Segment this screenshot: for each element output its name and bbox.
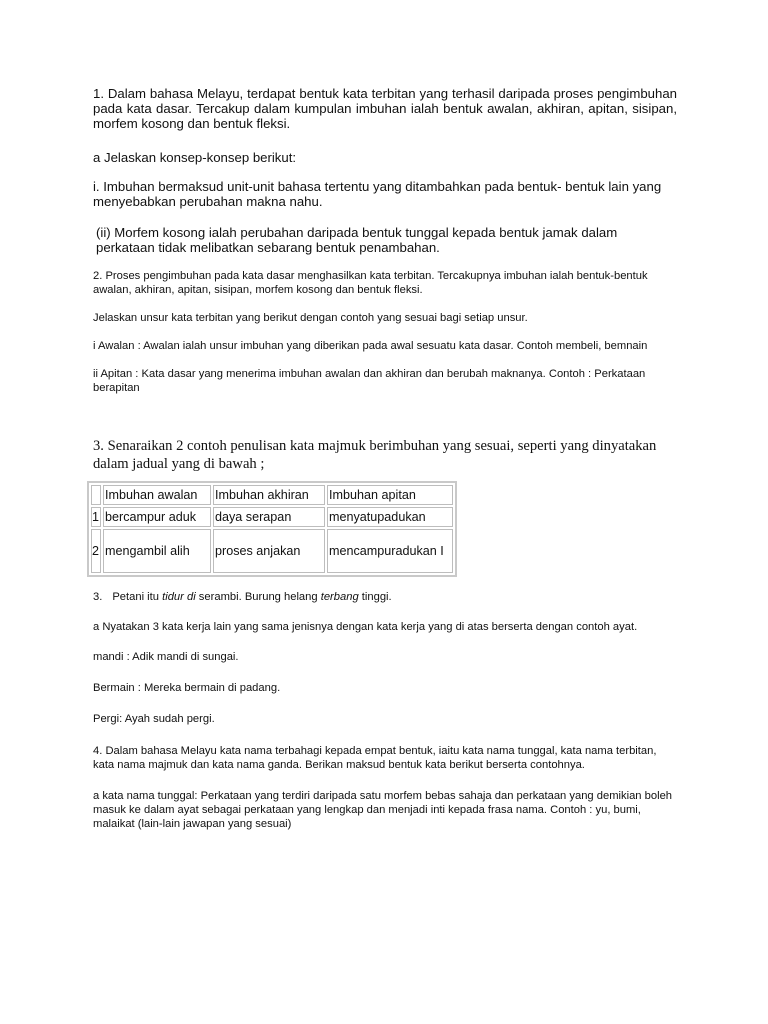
q3-intro: 3. Senaraikan 2 contoh penulisan kata majmuk berimbuhan yang sesuai, seperti yang dinyatakan dalam jadual yang di bawah ; bbox=[93, 438, 657, 472]
sentence-part: Petani itu bbox=[112, 591, 163, 603]
q2-item-i: i Awalan : Awalan ialah unsur imbuhan yang diberikan pada awal sesuatu kata dasar. Contoh membeli, bemnain bbox=[93, 340, 648, 352]
q4-part-a: a kata nama tunggal: Perkataan yang terdiri daripada satu morfem bebas sahaja dan perkataan yang demikian boleh masuk ke dalam ayat sebagai perkataan yang lengkap dan menjadi inti kepada frasa nama. Contoh : yu, bumi, malaikat (lain-lain jawapan yang sesuai) bbox=[93, 790, 673, 830]
table-cell: proses anjakan bbox=[213, 529, 325, 573]
table-header-row bbox=[91, 485, 453, 505]
table-header-cell: Imbuhan awalan bbox=[103, 485, 211, 505]
document-page bbox=[93, 86, 677, 831]
q1-item-ii-text: (ii) Morfem kosong ialah perubahan daripada bentuk tunggal kepada bentuk jamak dalam perkataan tidak melibatkan sebarang bentuk penambahan. bbox=[96, 225, 618, 255]
q2-item-ii: ii Apitan : Kata dasar yang menerima imbuhan awalan dan akhiran dan berubah maknanya. Contoh : Perkataan berapitan bbox=[93, 368, 646, 394]
q2-intro: 2. Proses pengimbuhan pada kata dasar menghasilkan kata terbitan. Tercakupnya imbuhan ialah bentuk-bentuk awalan, akhiran, apitan, sisipan, morfem kosong dan bentuk fleksi. bbox=[93, 270, 648, 296]
table-header-cell: Imbuhan apitan bbox=[327, 485, 453, 505]
sentence-part: tinggi. bbox=[358, 591, 392, 603]
table-cell: daya serapan bbox=[213, 507, 325, 527]
q1-item-ii bbox=[93, 225, 677, 255]
sentence-verb: terbang bbox=[320, 591, 359, 603]
sentence-verb: tidur di bbox=[162, 591, 196, 603]
table-cell: bercampur aduk bbox=[103, 507, 211, 527]
q1-intro: 1. Dalam bahasa Melayu, terdapat bentuk kata terbitan yang terhasil daripada proses pengimbuhan pada kata dasar. Tercakup dalam kumpulan imbuhan ialah bentuk awalan, akhiran, apitan, sisipan, morfem kosong dan bentuk fleksi. bbox=[93, 86, 677, 131]
q3b-number: 3. bbox=[93, 591, 103, 603]
example-sentence: Bermain : Mereka bermain di padang. bbox=[93, 682, 281, 694]
q3b-sentence bbox=[93, 590, 677, 604]
q3b-part-a: a Nyatakan 3 kata kerja lain yang sama jenisnya dengan kata kerja yang di atas berserta dengan contoh ayat. bbox=[93, 621, 638, 633]
table-cell: mengambil alih bbox=[103, 529, 211, 573]
table-row bbox=[91, 507, 453, 527]
table-header-cell: Imbuhan akhiran bbox=[213, 485, 325, 505]
sentence-part: serambi. Burung helang bbox=[195, 591, 321, 603]
example-sentence: mandi : Adik mandi di sungai. bbox=[93, 651, 239, 663]
q2-question: Jelaskan unsur kata terbitan yang berikut dengan contoh yang sesuai bagi setiap unsur. bbox=[93, 312, 528, 324]
table-cell: menyatupadukan bbox=[327, 507, 453, 527]
table-row bbox=[91, 529, 453, 573]
table-cell: 2 bbox=[91, 529, 101, 573]
table-cell: 1 bbox=[91, 507, 101, 527]
q1-item-i: i. Imbuhan bermaksud unit-unit bahasa tertentu yang ditambahkan pada bentuk- bentuk lain yang menyebabkan perubahan makna nahu. bbox=[93, 179, 662, 209]
example-sentence: Pergi: Ayah sudah pergi. bbox=[93, 713, 215, 725]
q4-intro: 4. Dalam bahasa Melayu kata nama terbahagi kepada empat bentuk, iaitu kata nama tunggal, kata nama terbitan, kata nama majmuk dan kata nama ganda. Berikan maksud bentuk kata berikut berserta contohnya. bbox=[93, 745, 657, 771]
table-cell: mencampuradukan I bbox=[327, 529, 453, 573]
table-header-cell bbox=[91, 485, 101, 505]
affix-table bbox=[87, 481, 457, 577]
q1-part-a: a Jelaskan konsep-konsep berikut: bbox=[93, 150, 297, 165]
